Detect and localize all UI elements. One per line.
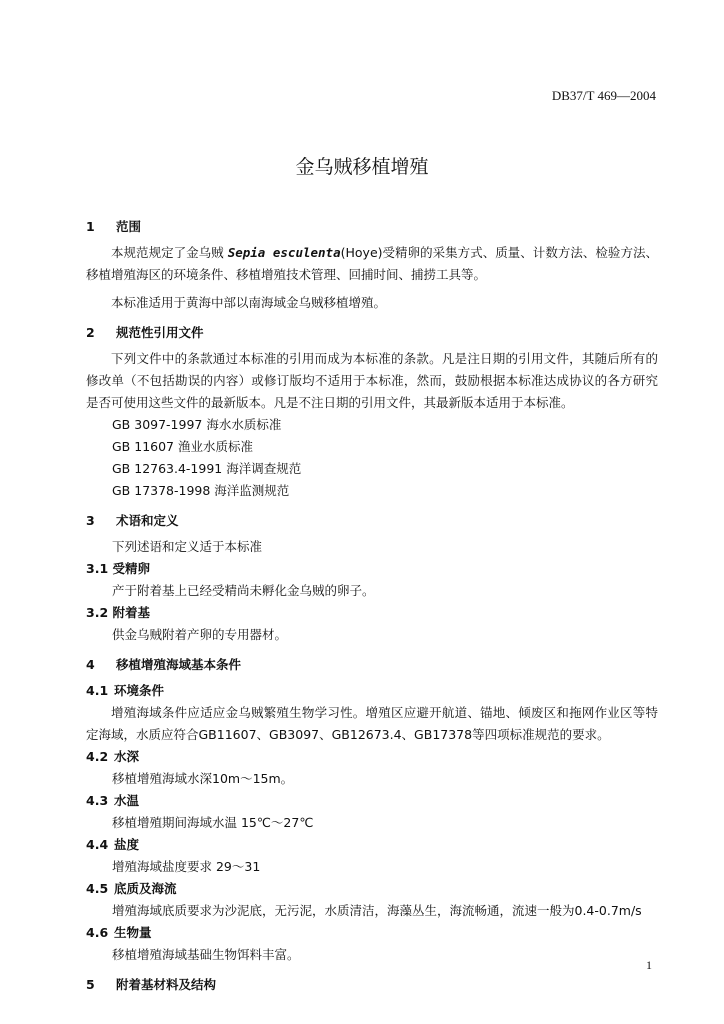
- term-heading: [86, 602, 658, 624]
- scope-text-b: (Hoye)受精卵的采集方式、质量、计数方法、检验方法、移植增殖海区的环境条件、移植增殖技术管理、回捕时间、捕捞工具等。: [86, 245, 659, 282]
- condition-title: 水深: [114, 749, 140, 764]
- term-definition: 供金乌贼附着产卵的专用器材。: [112, 627, 288, 642]
- condition-text: 移植增殖海域水深10m～15m。: [112, 771, 294, 786]
- definitions-intro: 下列述语和定义适于本标准: [112, 539, 263, 554]
- reference-item: GB 12763.4-1991 海洋调查规范: [112, 461, 302, 476]
- term-number: 3.1: [86, 561, 109, 576]
- term-title: 附着基: [112, 605, 151, 620]
- condition-title: 水温: [114, 793, 140, 808]
- references-paragraph: 下列文件中的条款通过本标准的引用而成为本标准的条款。凡是注日期的引用文件，其随后所有的修改单（不包括勘误的内容）或修订版均不适用于本标准，然而，鼓励根据本标准达成协议的各方研究是否可使用这些文件的最新版本。凡是不注日期的引用文件，其最新版本适用于本标准。: [86, 351, 658, 410]
- condition-heading: [86, 680, 658, 702]
- condition-text: 移植增殖海域基础生物饵料丰富。: [112, 947, 300, 962]
- condition-heading: [86, 790, 658, 812]
- condition-heading: [86, 746, 658, 768]
- condition-heading: [86, 922, 658, 944]
- condition-title: 盐度: [114, 837, 140, 852]
- species-latin-name: Sepia esculenta: [227, 245, 341, 260]
- section-title: 术语和定义: [116, 513, 179, 528]
- scope-text-a: 本规范规定了金乌贼: [111, 245, 228, 260]
- section-5-heading: [86, 974, 658, 996]
- term-heading: [86, 558, 658, 580]
- condition-title: 生物量: [114, 925, 152, 940]
- reference-item: GB 11607 渔业水质标准: [112, 439, 253, 454]
- reference-item: GB 3097-1997 海水水质标准: [112, 417, 282, 432]
- section-title: 附着基材料及结构: [116, 977, 217, 992]
- section-number: 5: [86, 977, 95, 992]
- section-3-heading: [86, 510, 658, 532]
- condition-number: 4.3: [86, 793, 109, 808]
- condition-text: 增殖海域盐度要求 29～31: [112, 859, 261, 874]
- condition-number: 4.5: [86, 881, 109, 896]
- section-1-heading: [86, 216, 658, 238]
- standard-code: DB37/T 469—2004: [551, 88, 656, 103]
- applicability-paragraph: 本标准适用于黄海中部以南海域金乌贼移植增殖。: [111, 295, 387, 310]
- condition-number: 4.4: [86, 837, 109, 852]
- section-2-heading: [86, 322, 658, 344]
- section-4-heading: [86, 654, 658, 676]
- condition-heading: [86, 834, 658, 856]
- condition-heading: [86, 878, 658, 900]
- reference-item: GB 17378-1998 海洋监测规范: [112, 483, 290, 498]
- section-title: 移植增殖海域基本条件: [116, 657, 242, 672]
- page-number: 1: [646, 958, 652, 972]
- condition-number: 4.2: [86, 749, 109, 764]
- section-number: 2: [86, 325, 95, 340]
- condition-title: 环境条件: [114, 683, 165, 698]
- term-definition: 产于附着基上已经受精尚未孵化金乌贼的卵子。: [112, 583, 375, 598]
- condition-title: 底质及海流: [114, 881, 177, 896]
- condition-text: 移植增殖期间海域水温 15℃～27℃: [112, 815, 314, 830]
- section-title: 规范性引用文件: [116, 325, 204, 340]
- condition-text: 增殖海域底质要求为沙泥底，无污泥，水质清洁，海藻丛生，海流畅通，流速一般为0.4-0.7m/s: [112, 903, 642, 918]
- condition-number: 4.6: [86, 925, 109, 940]
- scope-paragraph: [86, 242, 658, 286]
- section-number: 4: [86, 657, 95, 672]
- document-title: 金乌贼移植增殖: [295, 156, 429, 178]
- term-number: 3.2: [86, 605, 109, 620]
- section-number: 3: [86, 513, 95, 528]
- term-title: 受精卵: [112, 561, 151, 576]
- condition-number: 4.1: [86, 683, 109, 698]
- condition-text: 增殖海域条件应适应金乌贼繁殖生物学习性。增殖区应避开航道、锚地、倾废区和拖网作业区等特定海域，水质应符合GB11607、GB3097、GB12673.4、GB17378等四项标准规范的要求。: [86, 705, 658, 742]
- document-body: [86, 208, 658, 1000]
- section-number: 1: [86, 219, 95, 234]
- section-title: 范围: [116, 219, 142, 234]
